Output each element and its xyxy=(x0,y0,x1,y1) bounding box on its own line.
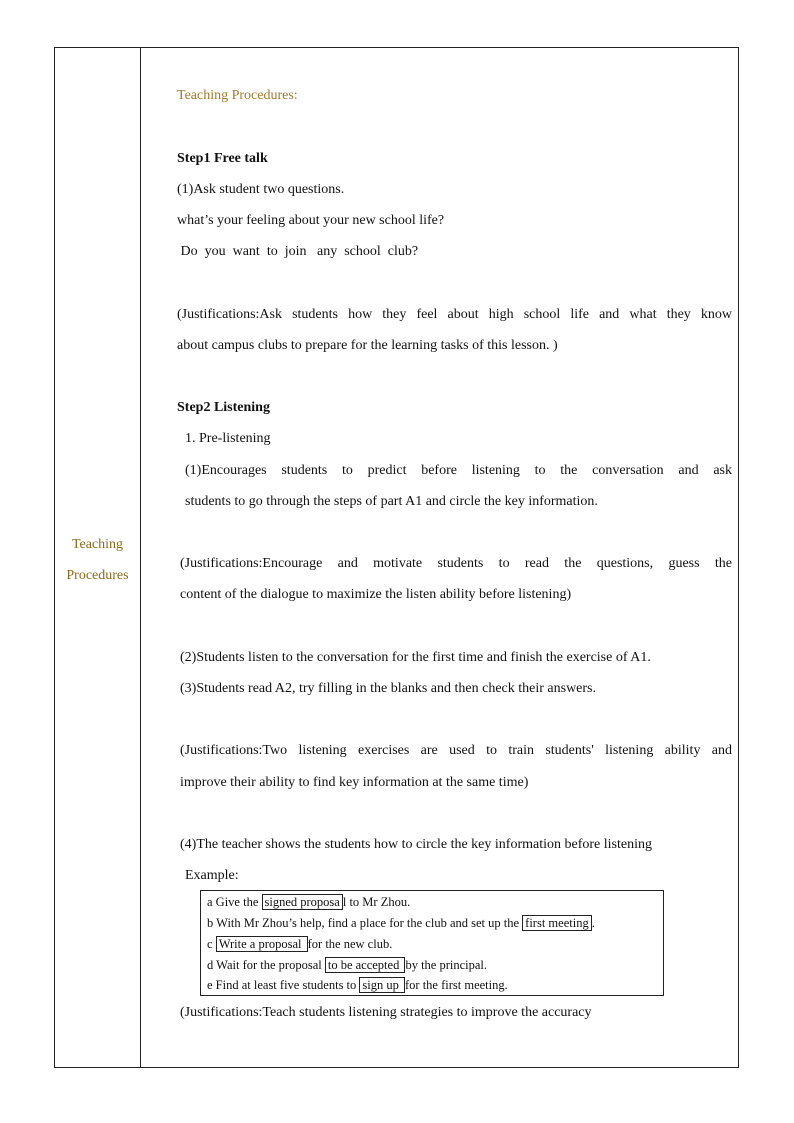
boxed-keyword: signed proposa xyxy=(262,894,343,910)
step2-justification-b-line1: (Justifications:Two listening exercises are used to train students' listening ability and xyxy=(180,743,732,758)
step1-heading: Step1 Free talk xyxy=(177,151,268,166)
column-divider xyxy=(140,47,141,1068)
section-title: Teaching Procedures: xyxy=(177,88,298,103)
step2-p3: (3)Students read A2, try filling in the blanks and then check their answers. xyxy=(180,681,597,696)
example-item-a: a Give the signed proposa l to Mr Zhou. xyxy=(207,895,411,909)
step1-line1: (1)Ask student two questions. xyxy=(177,182,345,197)
example-item-d: d Wait for the proposal to be accepted by the principal. xyxy=(207,958,488,972)
boxed-keyword: first meeting xyxy=(522,915,592,931)
step1-line3: Do you want to join any school club? xyxy=(177,244,419,259)
step2-sub1: 1. Pre-listening xyxy=(185,431,271,446)
left-cell-label xyxy=(55,529,140,591)
step2-p1-line2: students to go through the steps of part A1 and circle the key information. xyxy=(185,494,598,509)
example-item-c: c Write a proposal for the new club. xyxy=(207,937,393,951)
step2-p1-line1: (1)Encourages students to predict before listening to the conversation and ask xyxy=(185,463,732,478)
example-item-e: e Find at least five students to sign up for the first meeting. xyxy=(207,978,508,992)
step2-p2: (2)Students listen to the conversation for the first time and finish the exercise of A1. xyxy=(180,650,651,665)
step2-p4: (4)The teacher shows the students how to circle the key information before listening xyxy=(180,837,652,852)
step2-justification-b-line2: improve their ability to find key information at the same time) xyxy=(180,775,529,790)
left-label-line2: Procedures xyxy=(66,568,129,583)
example-label: Example: xyxy=(185,868,239,883)
boxed-keyword: sign up xyxy=(359,977,405,993)
step1-justification-line1: (Justifications:Ask students how they feel about high school life and what they know xyxy=(177,307,732,322)
step1-line2: what’s your feeling about your new school life? xyxy=(177,213,445,228)
step2-justification-a-line2: content of the dialogue to maximize the listen ability before listening) xyxy=(180,587,572,602)
left-label-line1: Teaching xyxy=(71,537,124,552)
step2-justification-a-line1: (Justifications:Encourage and motivate students to read the questions, guess the xyxy=(180,556,732,571)
example-item-b: b With Mr Zhou’s help, find a place for the club and set up the first meeting . xyxy=(207,916,595,930)
step2-heading: Step2 Listening xyxy=(177,400,270,415)
boxed-keyword: to be accepted xyxy=(325,957,406,973)
step2-justification-c-line1: (Justifications:Teach students listening strategies to improve the accuracy xyxy=(180,1005,592,1020)
step1-justification-line2: about campus clubs to prepare for the learning tasks of this lesson. ) xyxy=(177,338,558,353)
boxed-keyword: Write a proposal xyxy=(216,936,308,952)
